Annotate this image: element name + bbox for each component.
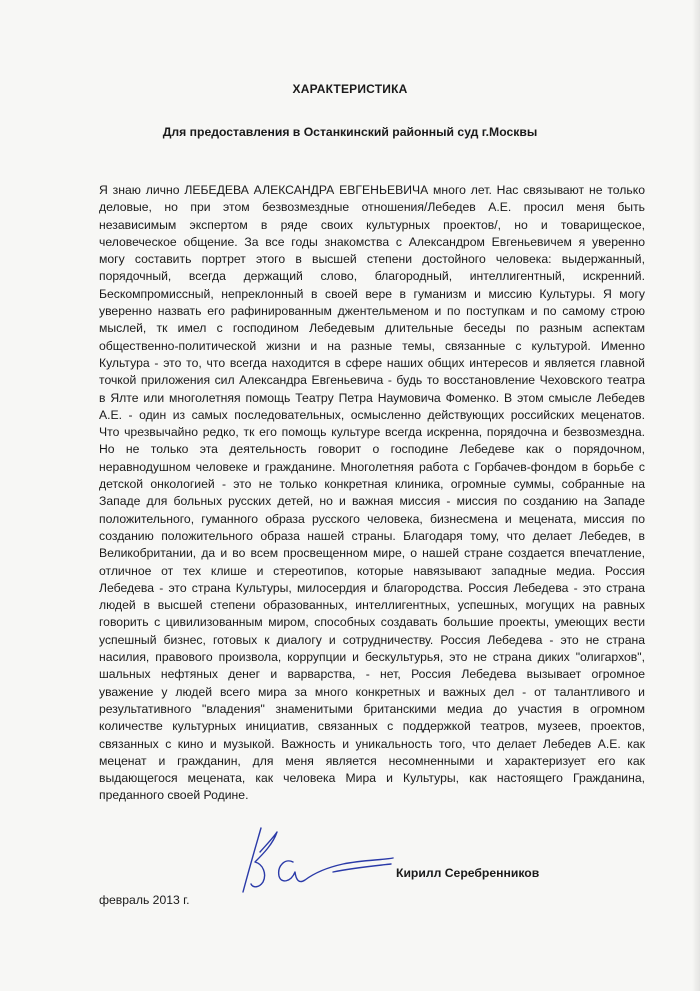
body-line: созданию положительного образа нашей страны. Благодаря тому, что делает Лебедев, в: [99, 528, 645, 543]
body-line: людей в высшей степени образованных, интеллигентных, успешных, могущих на равных: [99, 598, 645, 613]
body-line: Великобритании, да и во всем просвещенном мире, о нашей стране создается впечатление,: [99, 546, 645, 561]
body-line: Но не только эта деятельность говорит о господине Лебедеве как о порядочном,: [99, 442, 645, 457]
body-line: могу составить портрет этого в высшей степени достойного человека: выдержанный,: [99, 252, 645, 267]
body-line: точкой приложения сил Александра Евгеньевича - будь то восстановление Чеховского театра: [99, 373, 645, 388]
body-line: связанных с кино и музыкой. Важность и уникальность того, что делает Лебедев А.Е. как: [99, 736, 645, 751]
page-edge-shadow: [692, 0, 700, 991]
body-line: Западе для больных русских детей, но и важная миссия - миссия по созданию на Западе: [99, 494, 645, 509]
body-line: Что чрезвычайно редко, тк его помощь культуре всегда искренна, порядочна и безвозмездна.: [99, 425, 645, 440]
body-line: деловые, но при этом безвозмездные отношения/Лебедев А.Е. просил меня быть: [99, 200, 645, 215]
document-body: [99, 182, 645, 805]
body-line: Бескомпромиссный, непреклонный в своей вере в гуманизм и миссию Культуры. Я могу: [99, 286, 645, 301]
body-line: меценат и гражданин, для меня является несомненными и характеризует его как: [99, 753, 645, 768]
body-line: детской онкологией - это не только конкретная клиника, огромные суммы, собранные на: [99, 477, 645, 492]
body-line: отличное от тех клише и стереотипов, которые навязывают западные медиа. Россия: [99, 563, 645, 578]
document-date: февраль 2013 г.: [99, 893, 190, 907]
body-line: уважение у людей всего мира за много конкретных и важных дел - от талантливого и: [99, 684, 645, 699]
signer-name: Кирилл Серебренников: [396, 866, 540, 880]
body-line: шальных нефтяных денег и варварства, - нет, Россия Лебедева вызывает огромное: [99, 667, 645, 682]
body-line: независимым экспертом в ряде своих культурных проектов/, но и товарищеское,: [99, 217, 645, 232]
body-line: общественно-политической жизни и на разные темы, связанные с культурой. Именно: [99, 338, 645, 353]
signature-image: [233, 822, 398, 898]
body-line: количестве культурных инициатив, связанных с поддержкой театров, музеев, проектов,: [99, 719, 645, 734]
body-line: преданного своей Родине.: [99, 788, 249, 803]
body-line: Культура - это то, что всегда находится в сфере наших общих интересов и является главной: [99, 355, 645, 370]
body-line: неравнодушном человеке и гражданине. Многолетняя работа с Горбачев-фондом в борьбе с: [99, 459, 645, 474]
body-line: уверенно назвать его рафинированным джентельменом и по поступкам и по самому строю: [99, 304, 645, 319]
body-line: результативного "владения" знаменитыми британскими медиа до участия в огромном: [99, 701, 645, 716]
body-line: А.Е. - один из самых последовательных, осмысленно действующих российских меценатов.: [99, 407, 645, 422]
body-line: говорить с цивилизованным миром, способных создавать большие проекты, умеющих вести: [99, 615, 645, 630]
body-line: успешный бизнес, готовых к диалогу и сотрудничеству. Россия Лебедева - это не страна: [99, 632, 645, 647]
body-line: Лебедева - это страна Культуры, милосердия и благородства. Россия Лебедева - это страна: [99, 580, 645, 595]
body-line: положительного, гуманного образа русского человека, бизнесмена и мецената, миссия по: [99, 511, 645, 526]
body-line: порядочный, всегда держащий слово, благородный, интеллигентный, искренний.: [99, 269, 645, 284]
body-line: Я знаю лично ЛЕБЕДЕВА АЛЕКСАНДРА ЕВГЕНЬЕВИЧА много лет. Нас связывают не только: [99, 183, 645, 197]
body-line: мыслей, тк имел с господином Лебедевым длительные беседы по разным аспектам: [99, 321, 645, 336]
body-line: насилия, правового произвола, коррупции и бескультурья, это не страна диких "олигархов",: [99, 650, 645, 665]
body-line: человеческое общение. За все годы знакомства с Александром Евгеньевичем я уверенно: [99, 234, 645, 249]
body-line: в Ялте или многолетняя помощь Театру Петра Наумовича Фоменко. В этом смысле Лебедев: [99, 390, 645, 405]
document-subtitle: Для предоставления в Останкинский районный суд г.Москвы: [162, 125, 538, 139]
document-title: ХАРАКТЕРИСТИКА: [292, 82, 408, 96]
body-line: выдающегося мецената, как человека Мира и Культуры, как настоящего Гражданина,: [99, 771, 645, 786]
